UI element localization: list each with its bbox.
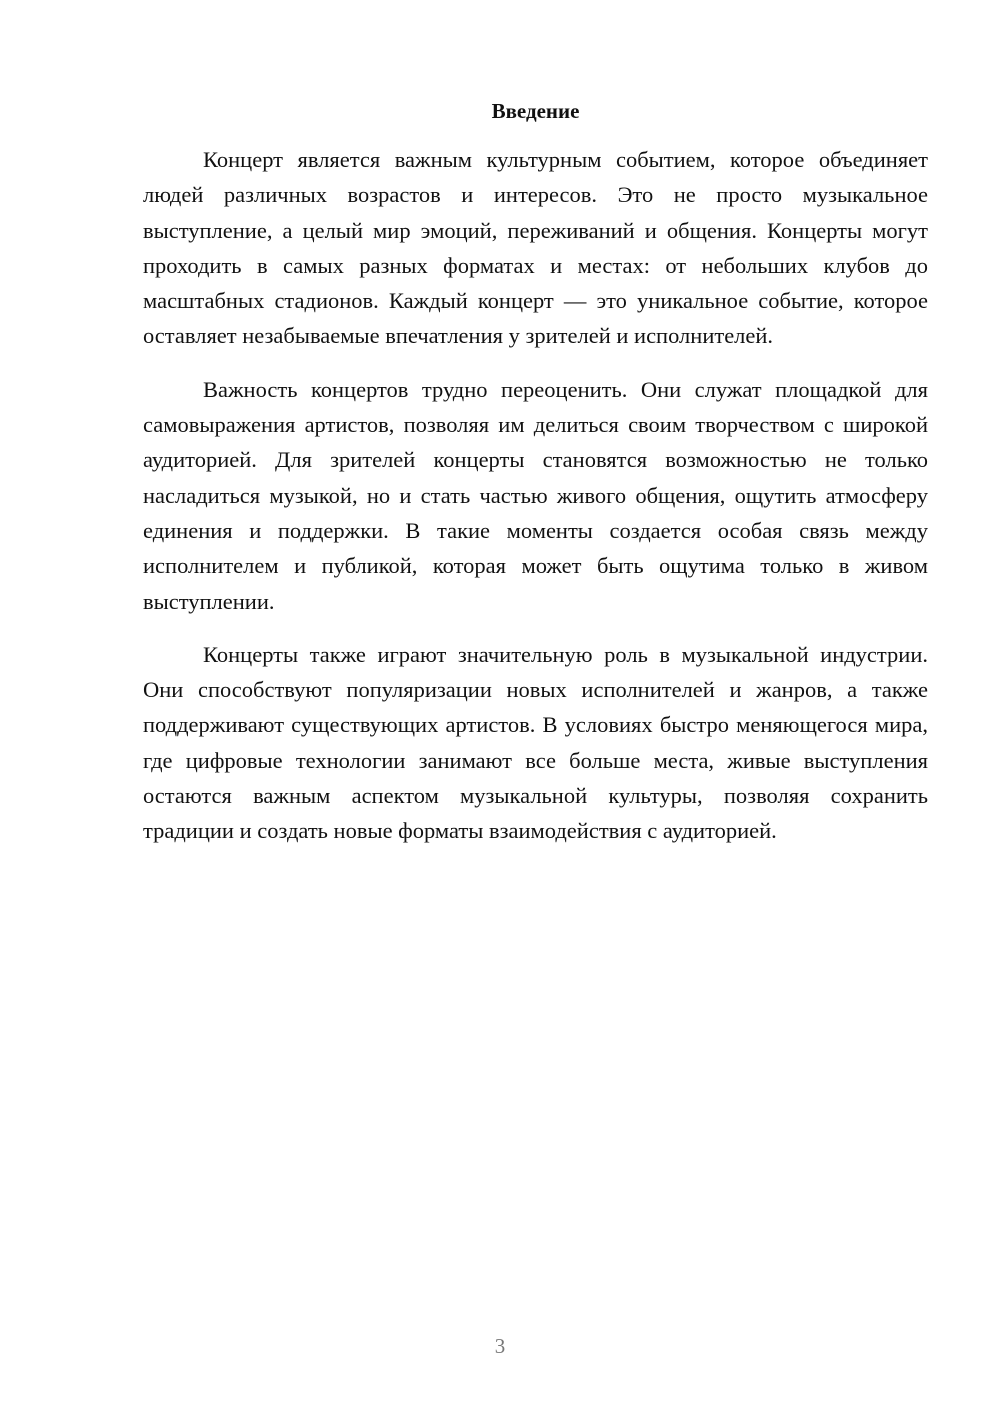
- paragraph-2: Важность концертов трудно переоценить. Они служат площадкой для самовыражения артистов, позволяя им делиться своим творчеством с широкой аудиторией. Для зрителей концерты становятся возможностью не только насладиться музыкой, но и стать частью живого общения, ощутить атмосферу единения и поддержки. В такие моменты создается особая связь между исполнителем и публикой, которая может быть ощутима только в живом выступлении.: [143, 376, 928, 614]
- body-text: [143, 142, 928, 867]
- page-number: 3: [494, 1334, 506, 1358]
- section-title: Введение: [491, 99, 580, 123]
- paragraph-1: Концерт является важным культурным событием, которое объединяет людей различных возрастов и интересов. Это не просто музыкальное выступление, а целый мир эмоций, переживаний и общения. Концерты могут проходить в самых разных форматах и местах: от небольших клубов до масштабных стадионов. Каждый концерт — это уникальное событие, которое оставляет незабываемые впечатления у зрителей и исполнителей.: [143, 147, 928, 349]
- paragraph-3: Концерты также играют значительную роль в музыкальной индустрии. Они способствуют популяризации новых исполнителей и жанров, а также поддерживают существующих артистов. В условиях быстро меняющегося мира, где цифровые технологии занимают все больше места, живые выступления остаются важным аспектом музыкальной культуры, позволяя сохранить традиции и создать новые форматы взаимодействия с аудиторией.: [143, 641, 928, 844]
